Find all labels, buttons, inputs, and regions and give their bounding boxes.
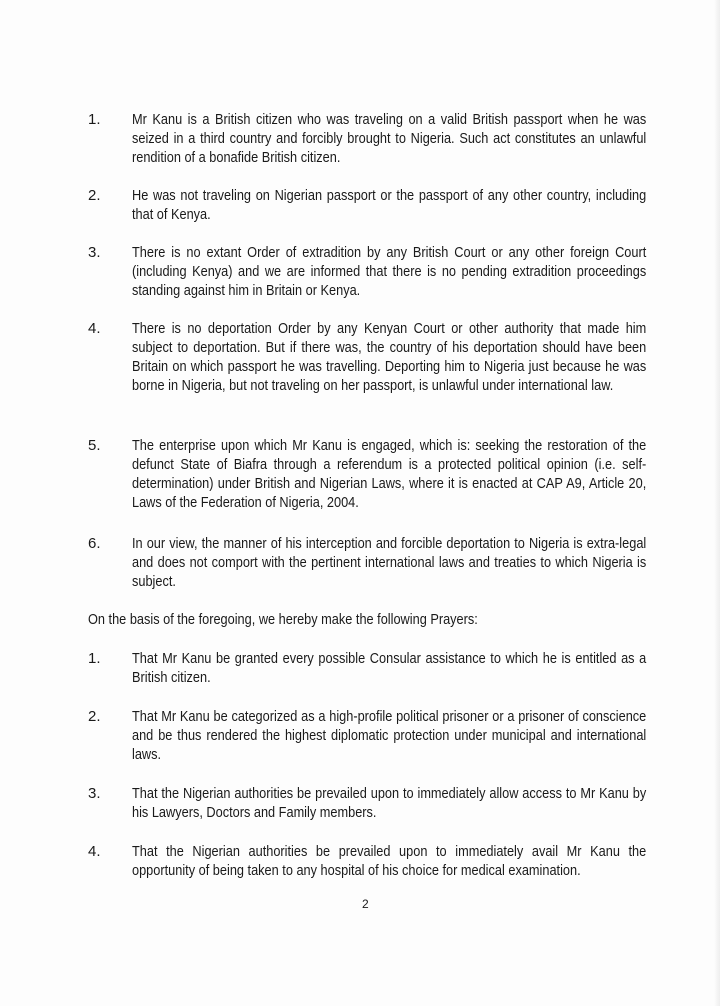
item-text: That the Nigerian authorities be prevailed upon to immediately allow access to Mr Kanu by his Lawyers, Doctors and Family members. bbox=[132, 785, 647, 821]
item-number: 4. bbox=[88, 843, 101, 860]
item-text: In our view, the manner of his interception and forcible deportation to Nigeria is extra-legal and does not comport with the pertinent international laws and treaties to which Nigeria is subject. bbox=[132, 535, 647, 590]
page-number: 2 bbox=[362, 897, 369, 911]
item-number: 1. bbox=[88, 111, 101, 128]
item-text: That Mr Kanu be categorized as a high-profile political prisoner or a prisoner of conscience and be thus rendered the highest diplomatic protection under municipal and international laws. bbox=[132, 708, 647, 763]
item-text: There is no deportation Order by any Kenyan Court or other authority that made him subject to deportation. But if there was, the country of his deportation should have been Britain on which passport he was travelling. Deporting him to Nigeria just because he was borne in Nigeria, but not traveling on her passport, is unlawful under international law. bbox=[132, 320, 647, 394]
item-number: 1. bbox=[88, 650, 101, 667]
item-number: 2. bbox=[88, 187, 101, 204]
page-edge-shadow bbox=[714, 0, 720, 1006]
item-number: 3. bbox=[88, 785, 101, 802]
item-text: There is no extant Order of extradition by any British Court or any other foreign Court (including Kenya) and we are informed that there is no pending extradition proceedings standing against him in Britain or Kenya. bbox=[132, 244, 647, 299]
item-number: 3. bbox=[88, 244, 101, 261]
prayers-intro: On the basis of the foregoing, we hereby make the following Prayers: bbox=[88, 611, 478, 628]
item-text: He was not traveling on Nigerian passport or the passport of any other country, including that of Kenya. bbox=[132, 187, 647, 223]
item-number: 2. bbox=[88, 708, 101, 725]
item-text: That Mr Kanu be granted every possible Consular assistance to which he is entitled as a British citizen. bbox=[132, 650, 647, 686]
item-text: That the Nigerian authorities be prevailed upon to immediately avail Mr Kanu the opportunity of being taken to any hospital of his choice for medical examination. bbox=[132, 843, 647, 879]
item-number: 6. bbox=[88, 535, 101, 552]
item-text: Mr Kanu is a British citizen who was traveling on a valid British passport when he was seized in a third country and forcibly brought to Nigeria. Such act constitutes an unlawful rendition of a bonafide British citizen. bbox=[132, 111, 647, 166]
item-number: 5. bbox=[88, 437, 101, 454]
item-text: The enterprise upon which Mr Kanu is engaged, which is: seeking the restoration of the defunct State of Biafra through a referendum is a protected political opinion (i.e. self-determination) under British and Nigerian Laws, where it is enacted at CAP A9, Article 20, Laws of the Federation of Nigeria, 2004. bbox=[132, 437, 647, 511]
item-number: 4. bbox=[88, 320, 101, 337]
